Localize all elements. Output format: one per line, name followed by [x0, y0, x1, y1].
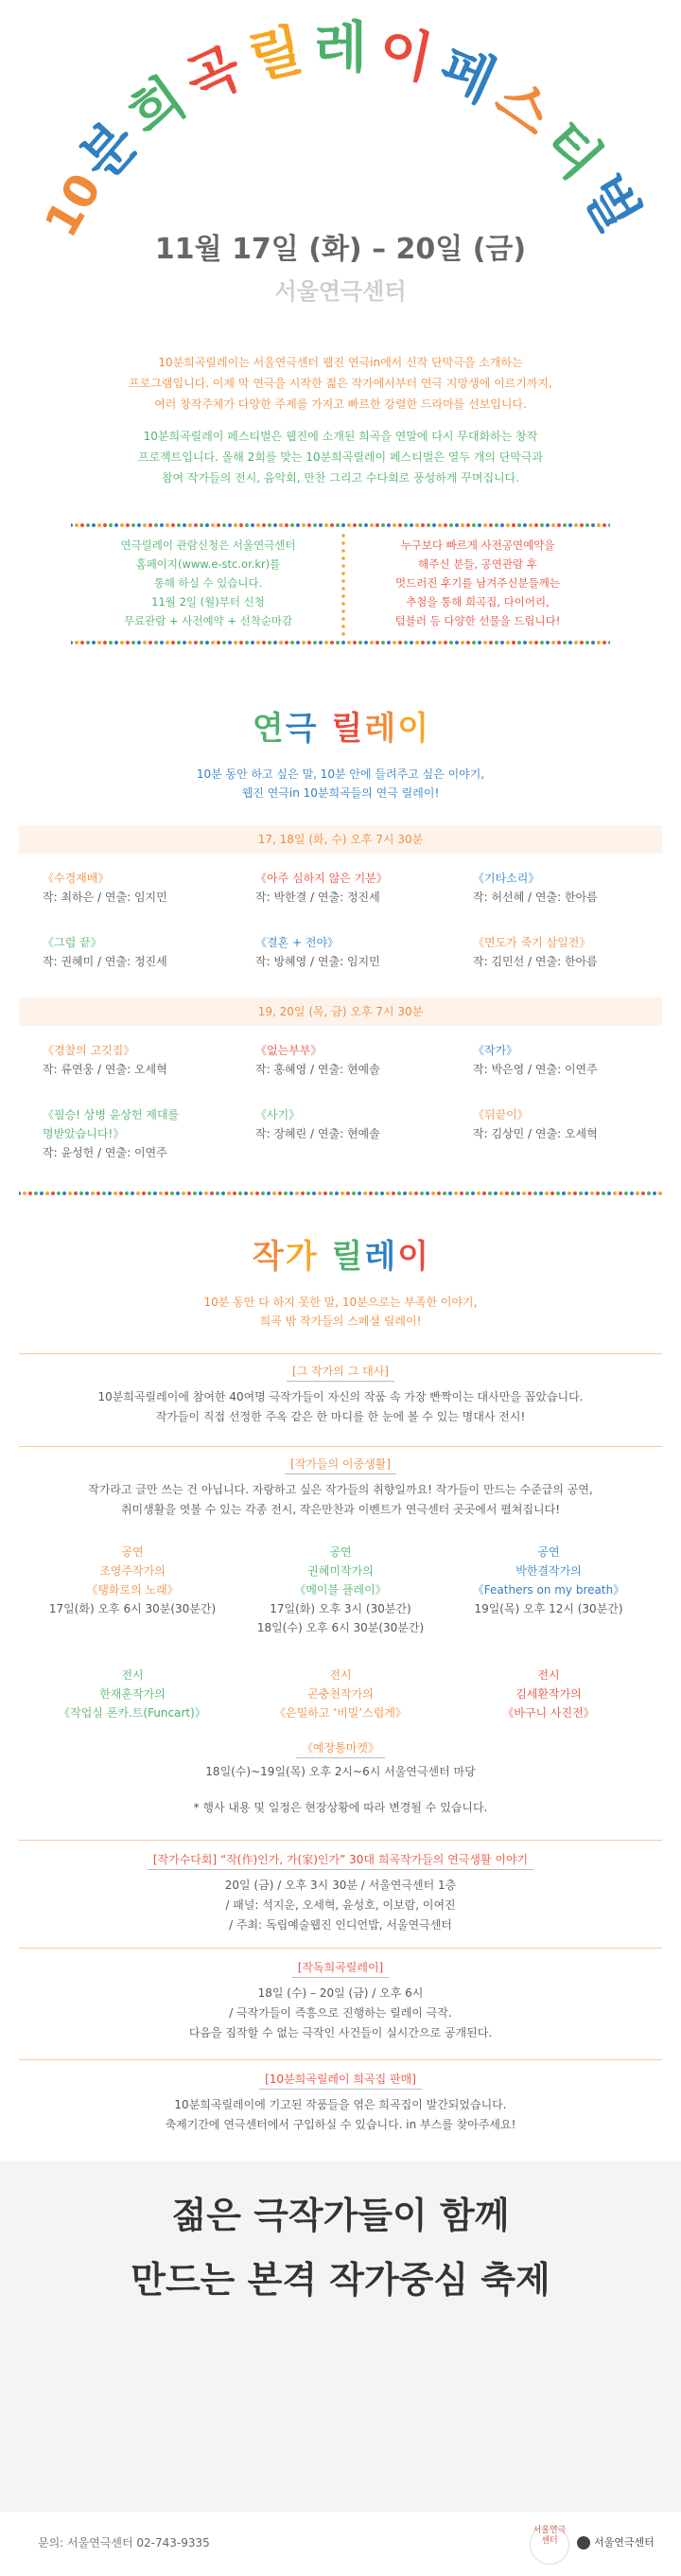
divider	[19, 2059, 662, 2060]
play-title: 《사기》	[255, 1108, 301, 1121]
contact-info: 문의: 서울연극센터 02-743-9335	[38, 2536, 210, 2550]
event-title: 《탱화로의 노래》	[86, 1583, 179, 1597]
gift-info	[355, 536, 601, 630]
homepage-link[interactable]: 홈페이지(www.e-stc.or.kr)를	[135, 557, 281, 571]
schedule-day2: 19, 20일 (목, 금) 오후 7시 30분	[257, 1005, 424, 1018]
title-char: 이	[373, 17, 439, 92]
event-artist: 박한결작가의	[515, 1564, 582, 1578]
play-item	[255, 1105, 463, 1143]
play-credit: 작: 박은영 / 연출: 이연주	[473, 1063, 598, 1076]
heading-char	[319, 1238, 330, 1276]
event-artist: 권혜미작가의	[307, 1564, 374, 1578]
heading-char: 레	[364, 1238, 396, 1276]
festival-date: 11월 17일 (화) – 20일 (금)	[154, 233, 527, 266]
play-item	[473, 1041, 681, 1079]
heading-char: 이	[397, 1238, 429, 1276]
event-title: 《메이블 플레이》	[294, 1583, 387, 1597]
event-item	[19, 1543, 246, 1618]
play-item	[473, 869, 681, 907]
para-line: 20일 (금) / 오후 3시 30분 / 서울연극센터 1층	[224, 1879, 457, 1892]
info-line: 추첨을 통해 희곡집, 다이어리,	[406, 595, 550, 609]
event-title: 《Feathers on my breath》	[472, 1583, 625, 1597]
title-char: 분	[66, 109, 150, 192]
event-item	[435, 1543, 662, 1618]
para-line: 취미생활을 엿볼 수 있는 각종 전시, 작은만찬과 이벤트가 연극센터 곳곳에서 펼쳐집니다!	[120, 1503, 561, 1516]
title-char: 티	[531, 109, 615, 192]
title-char: 희	[116, 65, 198, 149]
info-line: 11월 2일 (월)부터 신청	[151, 595, 265, 609]
info-box	[71, 522, 610, 645]
title-char: 스	[483, 65, 565, 149]
play-item	[473, 933, 681, 971]
event-time: 19일(목) 오후 12시 (30분간)	[474, 1602, 623, 1615]
play-credit: 작: 윤성헌 / 연출: 이연주	[43, 1146, 167, 1159]
event-time: 17일(화) 오후 3시 (30분간)	[270, 1602, 411, 1615]
market-title: 《예장통마켓》	[0, 1739, 681, 1758]
play-credit: 작: 홍혜영 / 연출: 현예솔	[255, 1063, 380, 1076]
event-title: 《바구니 사진전》	[502, 1706, 595, 1720]
play-title: 《그럼 끝》	[43, 936, 102, 949]
play-credit: 작: 최하은 / 연출: 임지민	[43, 891, 167, 904]
schedule-bar-day1	[19, 825, 662, 854]
heading-char: 극	[285, 710, 317, 748]
dotted-divider	[71, 640, 610, 645]
event-artist: 조영주작가의	[99, 1564, 166, 1578]
event-time: 18일(수) 오후 6시 30분(30분간)	[256, 1621, 425, 1634]
play-title: 《경찰의 고깃집》	[43, 1044, 135, 1057]
theater-relay-sub2: 웹진 연극in 10분희곡들의 연극 릴레이!	[241, 786, 440, 800]
event-kind: 전시	[329, 1668, 352, 1682]
play-title: 《뒤끝이》	[473, 1108, 529, 1121]
event-item	[227, 1666, 454, 1722]
vertical-dots	[340, 532, 346, 636]
event-item	[227, 1543, 454, 1637]
heading-char: 가	[285, 1238, 317, 1276]
event-kind: 공연	[537, 1545, 560, 1559]
play-title: 《기타소리》	[473, 872, 540, 885]
section-double-life-title: [작가들의 이중생활]	[0, 1456, 681, 1474]
famous-lines-text	[38, 1387, 643, 1427]
title-char: 벌	[569, 164, 653, 243]
reading-details	[38, 1984, 643, 2043]
event-kind: 전시	[121, 1668, 144, 1682]
play-title: 《수경재배》	[43, 872, 110, 885]
intro-line: 프로젝트입니다. 올해 2회를 맞는 10분희곡릴레이 페스티벌은 열두 개의 단막극과	[137, 450, 544, 464]
info-line: 누구보다 빠르게 사전공연예약을	[400, 538, 555, 552]
info-line: 텀블러 등 다양한 선물을 드립니다!	[394, 614, 561, 627]
divider	[19, 1353, 662, 1354]
event-artist: 김세환작가의	[515, 1687, 582, 1701]
play-title: 《필승! 상병 윤상헌 제대를	[43, 1108, 180, 1121]
para-line: 다음을 짐작할 수 없는 극작인 사건들이 실시간으로 공개된다.	[188, 2026, 493, 2039]
play-item	[255, 869, 463, 907]
play-title: 《아주 심하지 않은 기분》	[255, 872, 388, 885]
play-credit: 작: 김상민 / 연출: 오세혁	[473, 1127, 598, 1140]
talk-title: [작가수다회] “작(作)인가, 가(家)인가” 30대 희곡작가들의 연극생활 이야기	[0, 1851, 681, 1870]
event-artist: 한재훈작가의	[99, 1687, 166, 1701]
play-credit: 작: 김민선 / 연출: 한아름	[473, 955, 598, 968]
schedule-notice: * 행사 내용 및 일정은 현장상황에 따라 변경될 수 있습니다.	[193, 1801, 488, 1814]
heading-char: 이	[397, 710, 429, 748]
para-line: / 패널: 석지운, 오세혁, 윤성호, 이보람, 이여진	[225, 1898, 456, 1912]
intro-line: 프로그램입니다. 이제 막 연극을 시작한 젊은 작가에서부터 연극 지망생에 이르기까지,	[129, 377, 552, 390]
theater-relay-sub1: 10분 동안 하고 싶은 말, 10분 안에 들려주고 싶은 이야기,	[196, 768, 485, 781]
intro-paragraph-1	[66, 352, 615, 415]
para-line: 10분희곡릴레이에 기고된 작품들을 엮은 희곡집이 발간되었습니다.	[174, 2098, 507, 2111]
logo-circle-icon	[577, 2536, 590, 2550]
para-line: 작가라고 글만 쓰는 건 아닙니다. 자랑하고 싶은 작가들의 취향일까요! 작가들이 만드는 수준급의 공연,	[88, 1483, 593, 1496]
para-line: 축제기간에 연극센터에서 구입하실 수 있습니다. in 부스를 찾아주세요!	[165, 2118, 516, 2131]
divider	[19, 1948, 662, 1949]
schedule-day1: 17, 18일 (화, 수) 오후 7시 30분	[257, 833, 424, 846]
title-char: 릴	[242, 17, 308, 92]
writer-relay-sub1: 10분 동안 다 하지 못한 말, 10분으로는 부족한 이야기,	[203, 1296, 478, 1309]
talk-details	[38, 1876, 643, 1935]
heading-char: 작	[252, 1238, 284, 1276]
event-kind: 공연	[121, 1545, 144, 1559]
info-line: 연극릴레이 관람신청은 서울연극센터	[120, 538, 296, 552]
intro-line: 10분희곡릴레이 페스티벌은 웹진에 소개된 희곡을 연말에 다시 무대화하는 창작	[143, 430, 538, 443]
theater-relay-heading	[0, 702, 681, 749]
heading-char: 연	[252, 710, 284, 748]
seoul-theater-center-logo: 서울연극센터	[577, 2534, 655, 2550]
dotted-divider	[19, 1191, 662, 1196]
info-line: 무료관람 + 사전예약 + 선착순마감	[123, 614, 293, 627]
intro-paragraph-2	[66, 426, 615, 488]
play-credit: 작: 허선혜 / 연출: 한아름	[473, 891, 598, 904]
festival-venue: 서울연극센터	[274, 278, 407, 305]
book-details	[38, 2095, 643, 2135]
event-artist: 곤충천작가의	[307, 1687, 374, 1701]
event-title: 《은밀하고 ‘비밀’스럽게》	[274, 1706, 407, 1720]
heading-char: 릴	[331, 710, 363, 748]
play-title: 《면도가 죽기 삼일전》	[473, 936, 591, 949]
play-title: 《없는부부》	[255, 1044, 323, 1057]
info-line: 통해 하실 수 있습니다.	[153, 576, 263, 590]
double-life-text	[38, 1480, 643, 1520]
intro-line: 참여 작가들의 전시, 음악회, 만찬 그리고 수다회로 풍성하게 꾸며집니다.	[161, 471, 520, 485]
play-credit: 작: 류연웅 / 연출: 오세혁	[43, 1063, 167, 1076]
event-kind: 전시	[537, 1668, 560, 1682]
title-char: 페	[429, 34, 505, 115]
play-item	[255, 933, 463, 971]
event-time: 17일(화) 오후 6시 30분(30분간)	[48, 1602, 217, 1615]
event-item	[435, 1666, 662, 1722]
play-item	[255, 1041, 463, 1079]
para-line: / 극작가들이 즉흥으로 진행하는 릴레이 극작.	[229, 2006, 452, 2020]
writer-relay-heading	[0, 1230, 681, 1277]
heading-char: 레	[364, 710, 396, 748]
dotted-divider	[71, 522, 610, 528]
play-item	[43, 1105, 251, 1162]
center-logo-icon: 서울연극센터	[530, 2525, 569, 2565]
section-famous-lines-title: [그 작가의 그 대사]	[0, 1363, 681, 1382]
info-line: 멋드러진 후기를 남겨주신분들께는	[395, 576, 560, 590]
market-time: 18일(수)~19일(목) 오후 2시~6시 서울연극센터 마당	[205, 1765, 476, 1778]
para-line: / 주최: 독립예술웹진 인디언밥, 서울연극센터	[229, 1918, 452, 1932]
play-credit: 작: 박한결 / 연출: 정진세	[255, 891, 380, 904]
play-item	[43, 933, 251, 971]
intro-line: 10분희곡릴레이는 서울연극센터 웹진 연극in에서 신작 단막극을 소개하는	[158, 356, 523, 369]
footer	[0, 2525, 681, 2563]
play-item	[43, 1041, 251, 1079]
play-credit: 작: 권혜미 / 연출: 정진세	[43, 955, 167, 968]
para-line: 10분희곡릴레이에 참여한 40여명 극작가들이 자신의 작품 속 가장 빤짝이는 대사만을 꼽았습니다.	[97, 1390, 584, 1403]
intro-line: 여러 창작주체가 다양한 주제를 가지고 빠르한 강렬한 드라마를 선보입니다.	[154, 397, 527, 411]
slogan-line-2: 만드는 본격 작가중심 축제	[131, 2259, 550, 2301]
book-title: [10분희곡릴레이 희곡집 판매]	[0, 2071, 681, 2090]
divider	[19, 1840, 662, 1841]
heading-char: 릴	[331, 1238, 363, 1276]
writer-relay-sub2: 희곡 밖 작가들의 스페셜 릴레이!	[259, 1314, 422, 1328]
title-char: 10	[34, 165, 113, 246]
event-item	[19, 1666, 246, 1722]
slogan-line-1: 젊은 극작가들이 함께	[171, 2195, 510, 2236]
para-line: 18일 (수) – 20일 (금) / 오후 6시	[257, 1986, 424, 2000]
title-char: 곡	[176, 34, 252, 115]
play-item	[43, 869, 251, 907]
play-item	[473, 1105, 681, 1143]
reservation-info	[85, 536, 331, 630]
play-credit: 작: 방혜영 / 연출: 임지민	[255, 955, 380, 968]
play-title-cont: 명받았습니다!》	[43, 1127, 125, 1140]
play-title: 《결혼 + 전야》	[255, 936, 340, 949]
play-credit: 작: 장혜린 / 연출: 현예솔	[255, 1127, 380, 1140]
divider	[19, 1446, 662, 1447]
event-kind: 공연	[329, 1545, 352, 1559]
event-title: 《작업실 폰카.트(Funcart)》	[59, 1706, 206, 1720]
info-line: 해주신 분들, 공연관람 후	[418, 557, 537, 571]
schedule-bar-day2	[19, 997, 662, 1026]
title-char: 레	[313, 15, 368, 79]
play-title: 《작가》	[473, 1044, 518, 1057]
para-line: 작가들이 직접 선정한 주옥 같은 한 마디를 한 눈에 볼 수 있는 명대사 전시!	[155, 1410, 526, 1423]
reading-title: [작독희곡릴레이]	[0, 1959, 681, 1978]
heading-char	[319, 710, 330, 748]
